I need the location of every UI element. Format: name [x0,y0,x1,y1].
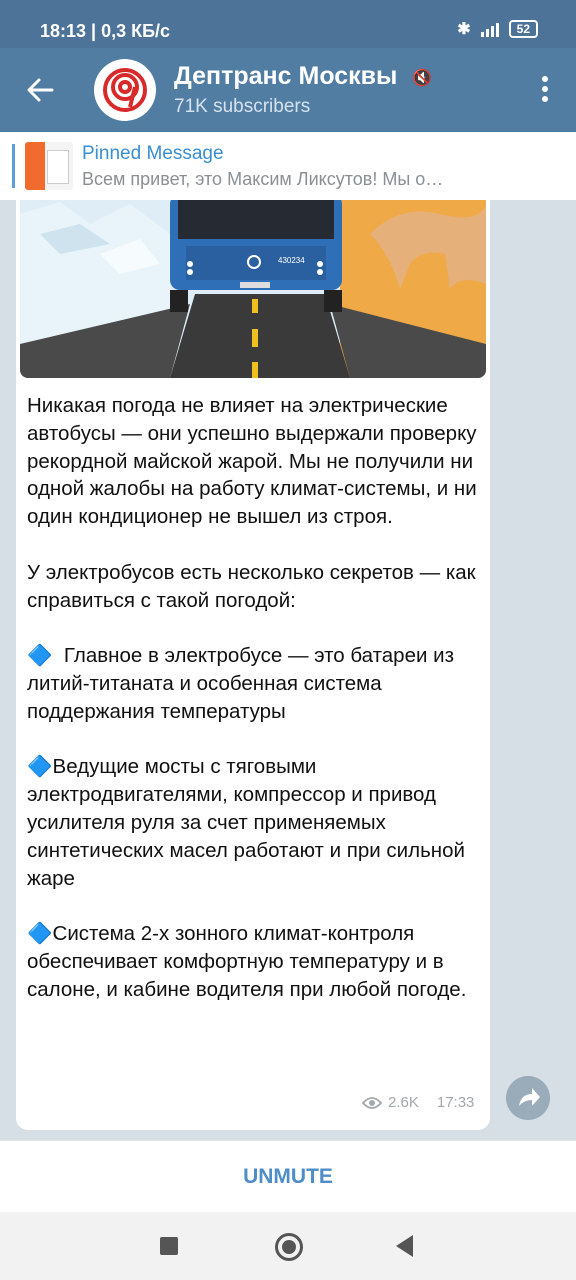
message-time: 17:33 [436,1094,475,1111]
pinned-thumbnail [25,142,73,190]
pinned-message-bar[interactable] [0,132,576,200]
pinned-indicator [12,144,15,188]
battery-icon: 52 [509,20,538,38]
bluetooth-icon: ✱ [457,21,471,38]
chat-area [0,200,576,1140]
views-eye-icon [362,1096,382,1110]
message-text: Никакая погода не влияет на электрические автобусы — они успешно выдержали проверку рекордной майской жарой. Мы не получили ни одной жалобы на работу климат-системы, и ни один кондиционер не вышел из строя. У электробусов есть несколько секретов — как справиться с такой погодой: 🔷 Главное в электробусе — это батареи из литий-титаната и особенная система поддержания температуры 🔷Ведущие мосты с тяговыми электродвигателями, компрессор и привод усилителя руля за счет применяемых синтетических масел работают и при сильной жаре 🔷Система 2-х зонного климат-контроля обеспечивает комфортную температуру и в салоне, и кабине водителя при любой погоде. [27,394,477,1001]
subscriber-count: 71K subscribers [174,96,311,117]
home-nav-icon[interactable] [275,1233,303,1261]
message-bubble [16,200,490,1130]
status-icons [457,19,538,39]
muted-icon: 🔇 [412,70,432,87]
bus-number: 430234 [278,256,305,265]
channel-avatar[interactable] [94,59,156,121]
channel-title[interactable]: Дептранс Москвы [174,62,398,90]
chat-header [0,48,576,132]
pinned-preview: Всем привет, это Максим Ликсутов! Мы о… [82,169,444,189]
back-arrow-icon[interactable] [24,74,56,106]
view-count: 2.6K [388,1094,419,1111]
status-time: 18:13 | 0,3 КБ/с [40,21,171,41]
unmute-button[interactable]: UNMUTE [243,1165,333,1188]
system-nav-bar [0,1212,576,1280]
deptrans-logo-icon [102,67,148,113]
bottom-action-bar [0,1140,576,1213]
status-bar [0,0,576,48]
pinned-title: Pinned Message [82,143,224,164]
signal-icon [481,21,499,37]
recents-nav-icon[interactable] [160,1237,178,1255]
forward-share-button[interactable] [506,1076,550,1120]
message-photo[interactable] [20,200,486,378]
message-meta [362,1094,474,1111]
back-nav-icon[interactable] [396,1235,413,1257]
more-menu-icon[interactable] [542,76,548,106]
